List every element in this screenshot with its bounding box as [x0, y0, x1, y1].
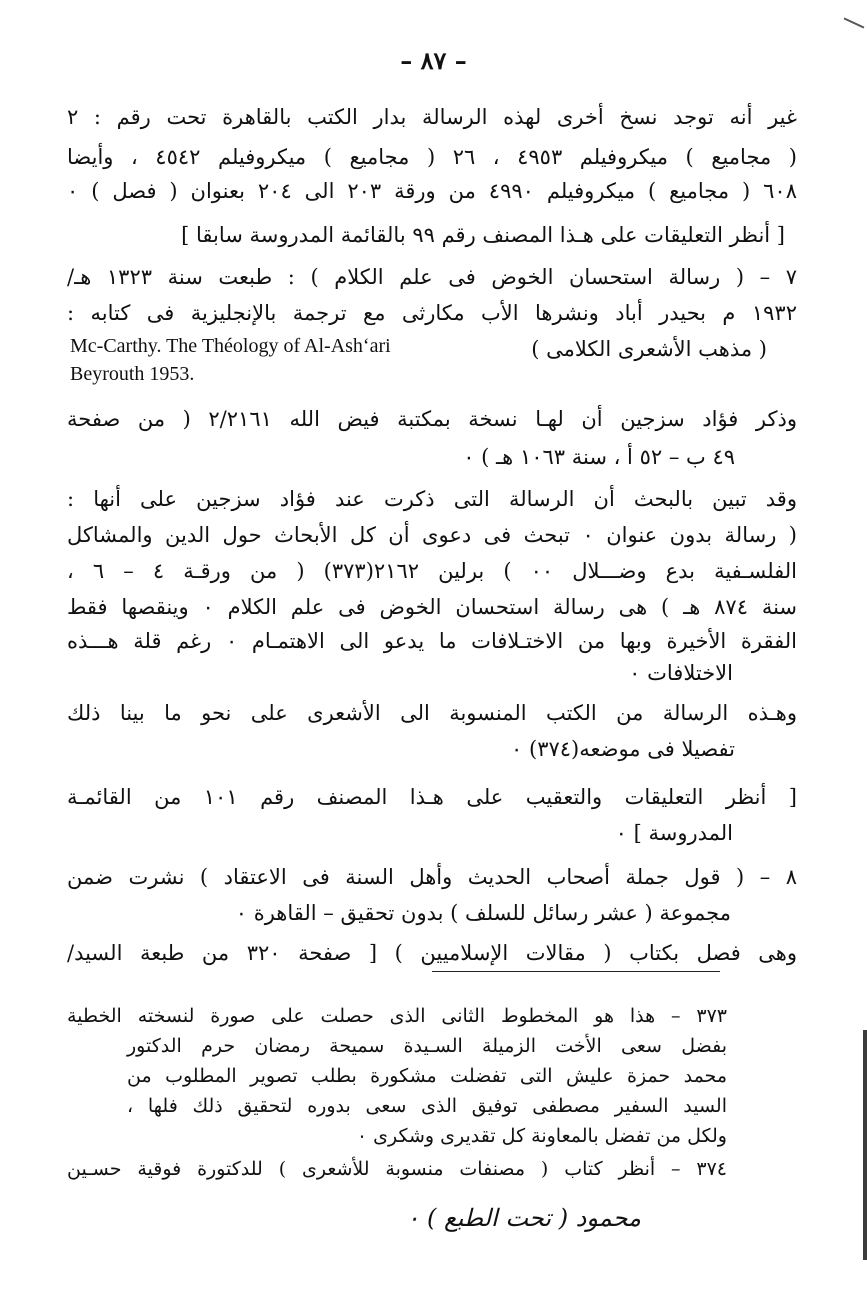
body-line: ( مذهب الأشعرى الكلامى ) [531, 337, 767, 361]
body-line: وذكر فؤاد سزجين أن لهـا نسخة بمكتبة فيض الله ٢/٢١٦١ ( من صفحة [67, 407, 797, 431]
body-line: وهى فصل بكتاب ( مقالات الإسلاميين ) [ صفحة ٣٢٠ من طبعة السيد/ [67, 941, 797, 965]
body-line: [ أنظر التعليقات على هـذا المصنف رقم ٩٩ بالقائمة المدروسة سابقا ] [181, 223, 785, 247]
body-line: الاختلافات ٠ [629, 661, 733, 685]
footnote-separator [432, 971, 720, 972]
body-line: مجموعة ( عشر رسائل للسلف ) بدون تحقيق – القاهرة ٠ [235, 901, 731, 925]
body-line: ٧ – ( رسالة استحسان الخوض فى علم الكلام ) : طبعت سنة ١٣٢٣ هـ/ [67, 265, 798, 289]
body-line: تفصيلا فى موضعه(٣٧٤) ٠ [511, 737, 735, 761]
body-line: [ أنظر التعليقات والتعقيب على هـذا المصنف رقم ١٠١ من القائمـة [67, 785, 797, 809]
body-line-latin: Mc-Carthy. The Théology of Al-Ash‘ari [70, 335, 391, 357]
body-line: ٤٩ ب – ٥٢ أ ، سنة ١٠٦٣ هـ ) ٠ [463, 445, 735, 469]
scan-edge-shadow [863, 1030, 867, 1260]
footnote-handwritten-line: محمود ( تحت الطبع ) ٠ [406, 1204, 641, 1232]
footnote-line: السيد السفير مصطفى توفيق الذى سعى بدوره لتحقيق ذلك فلها ، [127, 1095, 727, 1117]
body-line: المدروسة ] ٠ [615, 821, 733, 845]
body-line: وهـذه الرسالة من الكتب المنسوبة الى الأشعرى على نحو ما بينا ذلك [67, 701, 797, 725]
footnote-line: بفضل سعى الأخت الزميلة السـيدة سميحة رمضان حرم الدكتور [127, 1035, 727, 1057]
body-line: وقد تبين بالبحث أن الرسالة التى ذكرت عند فؤاد سزجين على أنها : [67, 487, 797, 511]
body-line: ٨ – ( قول جملة أصحاب الحديث وأهل السنة فى الاعتقاد ) نشرت ضمن [67, 865, 797, 889]
footnote-line: ٣٧٤ – أنظر كتاب ( مصنفات منسوبة للأشعرى ) للدكتورة فوقية حسـين [67, 1158, 727, 1180]
footnote-line: ٣٧٣ – هذا هو المخطوط الثانى الذى حصلت على صورة لنسخته الخطية [67, 1005, 727, 1027]
body-line: ( مجاميع ) ميكروفيلم ٤٩٥٣ ، ٢٦ ( مجاميع ) ميكروفيلم ٤٥٤٢ ، وأيضا [67, 145, 797, 169]
body-line: ١٩٣٢ م بحيدر أباد ونشرها الأب مكارثى مع ترجمة بالإنجليزية فى كتابه : [67, 301, 797, 325]
footnote-line: محمد حمزة عليش التى تفضلت مشكورة بطلب تصوير المطلوب من [127, 1065, 727, 1087]
body-line: الفقرة الأخيرة وبها من الاختـلافات ما يدعو الى الاهتمـام ٠ رغم قلة هـــذه [67, 629, 797, 653]
body-line-latin: Beyrouth 1953. [70, 363, 195, 385]
footnote-line: ولكل من تفضل بالمعاونة كل تقديرى وشكرى ٠ [356, 1125, 727, 1147]
body-line: ٦٠٨ ( مجاميع ) ميكروفيلم ٤٩٩٠ من ورقة ٢٠٣ الى ٢٠٤ بعنوان ( فصل ) ٠ [67, 179, 797, 203]
page-number: – ٨٧ – [400, 46, 467, 75]
body-line: الفلسـفية بدع وضـــلال ٠٠ ) برلين ٢١٦٢(٣٧٣) ( من ورقـة ٤ – ٦ ، [67, 559, 798, 583]
body-line: ( رسالة بدون عنوان ٠ تبحث فى دعوى أن كل الأبحاث حول الدين والمشاكل [67, 523, 797, 547]
scan-mark [844, 17, 865, 28]
body-line: سنة ٨٧٤ هـ ) هى رسالة استحسان الخوض فى علم الكلام ٠ وينقصها فقط [67, 595, 798, 619]
body-line: غير أنه توجد نسخ أخرى لهذه الرسالة بدار الكتب بالقاهرة تحت رقم : ٢ [67, 105, 797, 129]
